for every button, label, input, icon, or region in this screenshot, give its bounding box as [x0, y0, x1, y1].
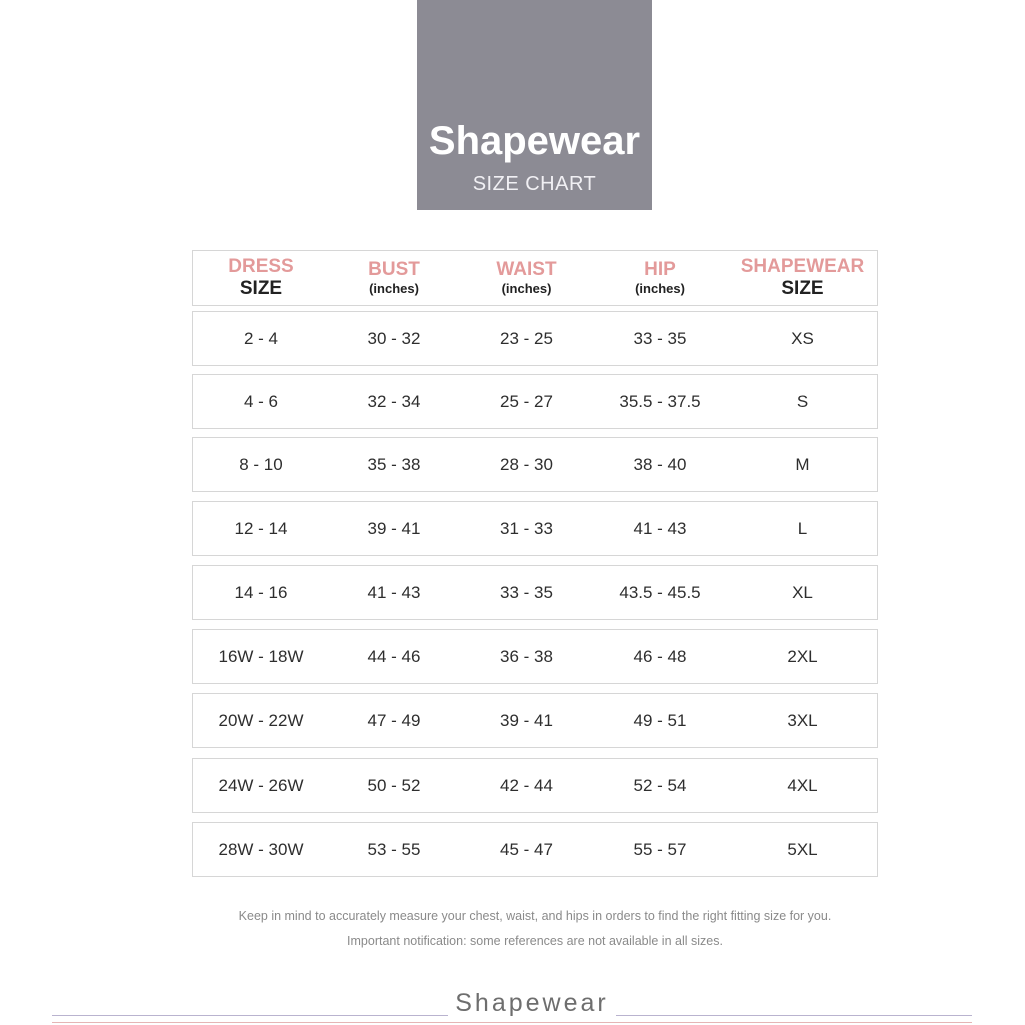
- cell-shapewear-size: 2XL: [787, 646, 818, 666]
- header-label-bottom: SIZE: [781, 278, 824, 299]
- cell-shapewear-size: L: [797, 518, 808, 538]
- cell-dress-size: 24W - 26W: [218, 775, 304, 795]
- header-bust: [329, 251, 459, 305]
- cell-waist: 28 - 30: [500, 454, 553, 474]
- table-row: [192, 629, 878, 684]
- footer-divider-left: [52, 1015, 448, 1016]
- cell-shapewear-size: 4XL: [787, 775, 818, 795]
- table-row: [192, 501, 878, 556]
- cell-hip: 43.5 - 45.5: [619, 582, 701, 602]
- cell-shapewear-size: M: [795, 454, 810, 474]
- page-subtitle: SIZE CHART: [472, 173, 597, 195]
- cell-waist: 36 - 38: [500, 646, 553, 666]
- cell-bust: 50 - 52: [367, 775, 421, 795]
- cell-hip: 38 - 40: [633, 454, 687, 474]
- cell-dress-size: 28W - 30W: [218, 839, 304, 859]
- header-shapewear-size: [726, 251, 879, 305]
- cell-shapewear-size: 5XL: [787, 839, 818, 859]
- header-hip: [594, 251, 726, 305]
- cell-waist: 23 - 25: [500, 328, 553, 348]
- header-label-top: WAIST: [496, 258, 557, 280]
- footer-brand: Shapewear: [455, 989, 609, 1017]
- page-title: Shapewear: [428, 119, 641, 163]
- cell-hip: 55 - 57: [633, 839, 687, 859]
- header-label-top: SHAPEWEAR: [740, 256, 865, 277]
- availability-note: Important notification: some references are not available in all sizes.: [347, 934, 723, 948]
- cell-hip: 52 - 54: [633, 775, 687, 795]
- measure-note: Keep in mind to accurately measure your chest, waist, and hips in orders to find the right fitting size for you.: [238, 909, 832, 923]
- cell-bust: 53 - 55: [367, 839, 421, 859]
- cell-bust: 39 - 41: [367, 518, 421, 538]
- cell-bust: 41 - 43: [367, 582, 421, 602]
- header-label-top: HIP: [644, 258, 676, 280]
- footer-divider-right: [616, 1015, 972, 1016]
- cell-hip: 49 - 51: [633, 710, 687, 730]
- cell-bust: 47 - 49: [367, 710, 421, 730]
- cell-waist: 25 - 27: [500, 391, 553, 411]
- cell-hip: 46 - 48: [633, 646, 687, 666]
- cell-dress-size: 8 - 10: [239, 454, 283, 474]
- table-row: [192, 693, 878, 748]
- cell-bust: 30 - 32: [367, 328, 421, 348]
- cell-waist: 39 - 41: [500, 710, 553, 730]
- header-dress-size: [193, 251, 329, 305]
- cell-waist: 45 - 47: [500, 839, 553, 859]
- cell-waist: 33 - 35: [500, 582, 553, 602]
- cell-waist: 42 - 44: [500, 775, 553, 795]
- table-row: [192, 311, 878, 366]
- cell-dress-size: 2 - 4: [243, 328, 279, 348]
- cell-hip: 35.5 - 37.5: [619, 391, 701, 411]
- footer-divider-bottom: [52, 1022, 972, 1023]
- cell-shapewear-size: XL: [792, 582, 813, 602]
- header-label-bottom: (inches): [369, 280, 419, 296]
- cell-waist: 31 - 33: [500, 518, 553, 538]
- cell-hip: 41 - 43: [633, 518, 687, 538]
- table-row: [192, 758, 878, 813]
- title-banner: [417, 0, 652, 210]
- table-row: [192, 437, 878, 492]
- table-header: [192, 250, 878, 306]
- header-label-bottom: (inches): [635, 280, 685, 296]
- cell-bust: 44 - 46: [367, 646, 421, 666]
- cell-shapewear-size: 3XL: [787, 710, 818, 730]
- table-row: [192, 822, 878, 877]
- cell-bust: 32 - 34: [367, 391, 421, 411]
- cell-shapewear-size: S: [796, 391, 809, 411]
- header-label-bottom: (inches): [501, 280, 552, 296]
- cell-shapewear-size: XS: [791, 328, 814, 348]
- header-label-top: DRESS: [228, 256, 294, 277]
- header-label-bottom: SIZE: [239, 278, 283, 299]
- cell-bust: 35 - 38: [367, 454, 421, 474]
- header-label-top: BUST: [368, 258, 420, 280]
- cell-hip: 33 - 35: [633, 328, 687, 348]
- table-row: [192, 374, 878, 429]
- table-row: [192, 565, 878, 620]
- header-waist: [459, 251, 594, 305]
- cell-dress-size: 20W - 22W: [218, 710, 304, 730]
- cell-dress-size: 14 - 16: [234, 582, 288, 602]
- cell-dress-size: 4 - 6: [243, 391, 279, 411]
- cell-dress-size: 16W - 18W: [218, 646, 304, 666]
- cell-dress-size: 12 - 14: [234, 518, 288, 538]
